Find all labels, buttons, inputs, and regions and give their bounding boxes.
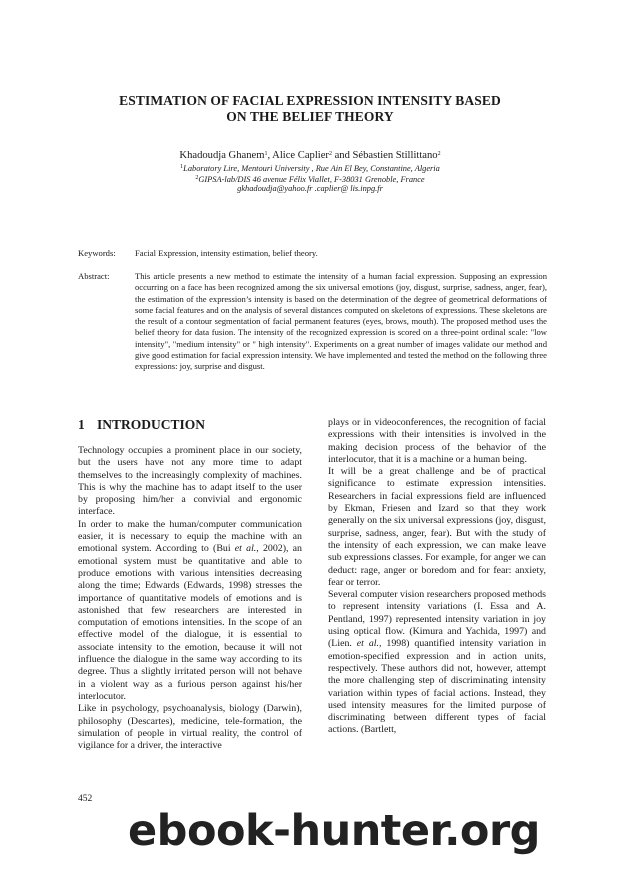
affiliation-text: GIPSA-lab/DIS 46 avenue Félix Viallet, F-38031 Grenoble, France <box>198 175 425 184</box>
body-paragraph: plays or in videoconferences, the recognition of facial expressions with their intensities is involved in the making decision process of the behavior of the interlocutor, that it is a machine or a human being. <box>328 417 546 465</box>
author-list <box>60 148 560 162</box>
abstract-paragraph: This article presents a new method to estimate the intensity of a human facial expression. Supposing an expression occurring on a face has been recognized among the six universal emotions (joy, disgust, surprise, sadness, anger, fear), the estimation of the expression’s intensity is based on the determination of the degree of geometrical deformations of some facial features and on the analysis of several distances computed on skeletons of expressions. These skeletons are the result of a contour segmentation of facial permanent features (eyes, brows, mouth). The proposed method uses the belief theory for data fusion. The intensity of the recognized expression is scored on a three-point ordinal scale: "low intensity", "medium intensity" or " high intensity". Experiments on a great number of images validate our method and give good estimation for facial expression intensity. We have implemented and tested the method on the following three expressions: joy, surprise and disgust. <box>135 271 547 372</box>
citation-et-al: et al., <box>234 543 259 555</box>
body-text: Several computer vision researchers proposed methods to represent intensity variations (I. Essa and A. Pentland, 1997) represented intensity variation in joy using optical flow. (Kimura and Yachida, 1997) and (Lien. <box>328 589 546 650</box>
body-paragraph: Like in psychology, psychoanalysis, biology (Darwin), philosophy (Descartes), medicine, tele-formation, the simulation of people in virtual reality, the control of vigilance for a driver, the interactive <box>78 703 302 752</box>
affiliation-text: Laboratory Lire, Mentouri University , Rue Ain El Bey, Constantine, Algeria <box>183 164 440 173</box>
title-line-2: ON THE BELIEF THEORY <box>226 109 394 124</box>
paper-title <box>60 93 560 125</box>
abstract-text <box>135 271 547 373</box>
right-column <box>328 417 546 737</box>
author-name: Khadoudja Ghanem <box>179 150 265 161</box>
left-column <box>78 445 302 752</box>
author-emails: gkhadoudja@yahoo.fr .caplier@ lis.inpg.fr <box>237 184 383 193</box>
section-number: 1 <box>78 417 85 432</box>
keywords-label: Keywords: <box>78 248 116 258</box>
author-affil-mark: 2 <box>328 151 332 157</box>
watermark-logo: ebook-hunter.org <box>128 806 540 856</box>
body-text: 1998) quantified intensity variation in emotion-specified expression and in action units, respectively. These authors did not, however, attempt the more challenging step of discriminating intensity variation within types of facial actions. Instead, they used intensity measures for the limited purpose of discriminating between different types of facial actions. (Bartlett, <box>328 638 547 736</box>
page-number: 452 <box>78 794 93 804</box>
author-name: and Sébastien Stillittano <box>331 150 438 161</box>
section-heading <box>78 417 205 433</box>
body-paragraph: It will be a great challenge and be of practical significance to estimate expression intensities. Researchers in facial expressions field are influenced by Ekman, Friesen and Izard so that they work generally on the six universal expressions (joy, disgust, surprise, sadness, anger, fear). But with the study of the intensity of each expression, we can make leave sub expressions classes. For example, for anger we can deduct: rage, anger or boredom and for fear: anxiety, fear or terror. <box>328 466 546 588</box>
body-text: In order to make the human/computer communication easier, it is necessary to equip the machine with an emotional system. According to (Bui <box>78 518 302 555</box>
author-affil-mark: 1 <box>264 151 268 157</box>
citation-et-al: et al., <box>356 638 382 650</box>
body-paragraph <box>78 519 302 703</box>
affiliation-mark: 2 <box>195 175 199 181</box>
abstract-label: Abstract: <box>78 271 110 281</box>
body-text: 2002), an emotional system must be quantitative and able to produce emotions with various intensities decreasing along the time; Edwards (Edwards, 1998) stresses the importance of quantitative models of emotions and is astonished that few researchers are interested in computation of emotions intensities. In the scope of an effective model of the dialogue, it is essential to associate intensity to the emotion, because it will not influence the dialogue in the same way according to its degree. Thus a slightly irritated person will not behave in a violent way as a furious person against his/her interlocutor. <box>78 543 302 702</box>
keywords-text: Facial Expression, intensity estimation, belief theory. <box>135 248 318 258</box>
author-affil-mark: 2 <box>437 151 441 157</box>
section-title: INTRODUCTION <box>97 417 206 432</box>
author-name: , Alice Caplier <box>267 150 329 161</box>
body-paragraph: Technology occupies a prominent place in our society, but the users have not any more time to adapt themselves to the increasingly complexity of machines. This is why the machine has to adapt itself to the user by proposing him/her a convivial and ergonomic interface. <box>78 445 302 518</box>
body-paragraph <box>328 589 546 737</box>
affiliation-mark: 1 <box>180 164 184 170</box>
title-line-1: ESTIMATION OF FACIAL EXPRESSION INTENSITY BASED <box>119 93 501 108</box>
